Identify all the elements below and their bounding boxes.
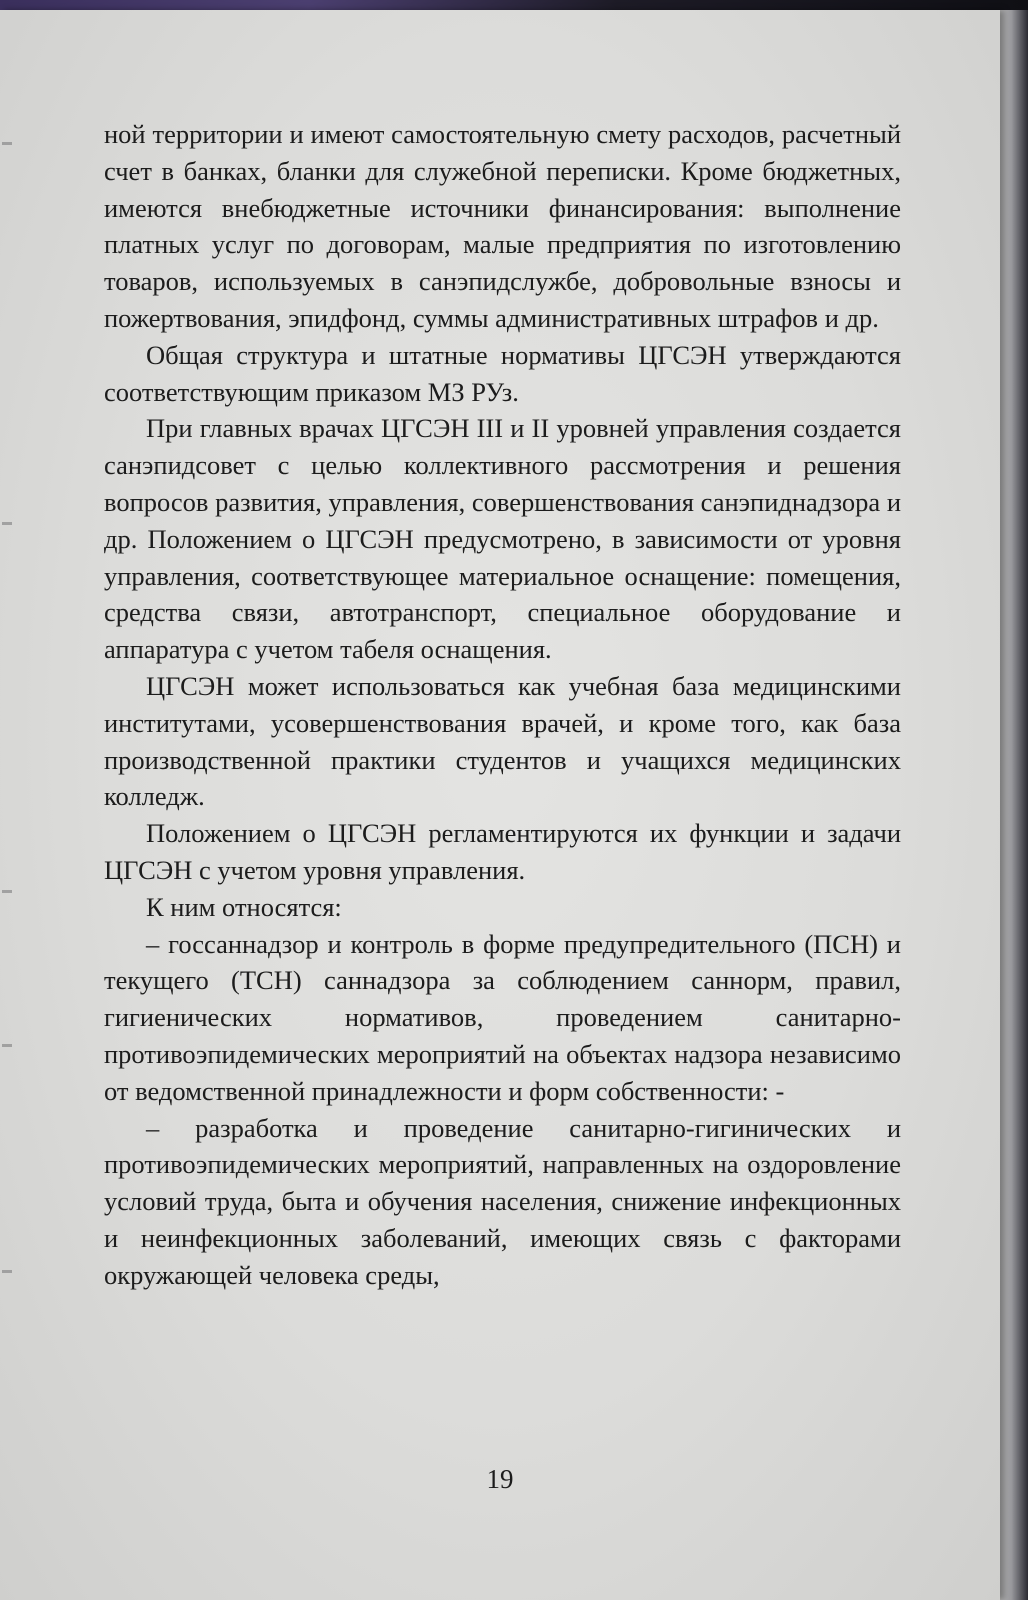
- paragraph-list-intro: К ним относятся:: [146, 891, 342, 922]
- page-number: 19: [486, 1464, 514, 1494]
- paragraph-teaching-base: ЦГСЭН может использоваться как учебная база медицинскими институтами, усовершенствования врачей, и кроме того, как база производственной практики студентов и учащихся медицинских колледж.: [104, 670, 901, 812]
- paragraph-sanepidsovet: При главных врачах ЦГСЭН III и II уровней управления создается санэпидсовет с целью коллективного рассмотрения и решения вопросов развития, управления, совершенствования санэпиднадзора и др. Положением о ЦГСЭН предусмотрено, в зависимости от уровня управления, соответствующее материальное оснащение: помещения, средства связи, автотранспорт, специальное оборудование и аппаратура с учетом табеля оснащения.: [104, 413, 901, 665]
- margin-mark: [2, 890, 12, 893]
- paragraph-structure: Общая структура и штатные нормативы ЦГСЭН утверждаются соответствующим приказом МЗ РУз.: [104, 339, 901, 407]
- margin-mark: [2, 1270, 12, 1273]
- scan-right-edge: [1000, 10, 1028, 1600]
- margin-mark: [2, 142, 12, 145]
- margin-mark: [2, 522, 12, 525]
- paragraph-continuation: ной территории и имеют самостоятельную смету расходов, расчетный счет в банках, бланки для служебной переписки. Кроме бюджетных, имеются внебюджетные источники финансирования: выполнение платных услуг по договорам, малые предприятия по изготовлению товаров, используемых в санэпидслужбе, добровольные взносы и пожертвования, эпидфонд, суммы административных штрафов и др.: [104, 119, 901, 333]
- list-item-supervision: – госсаннадзор и контроль в форме предупредительного (ПСН) и текущего (ТСН) саннадзора за соблюдением саннорм, правил, гигиенических нормативов, проведением санитарно-противоэпидемических мероприятий на объектах надзора независимо от ведомственной принадлежности и форм собственности: -: [104, 928, 901, 1106]
- margin-mark: [2, 1044, 12, 1047]
- list-item-measures: – разработка и проведение санитарно-гигинических и противоэпидемических мероприятий, направленных на оздоровление условий труда, быта и обучения населения, снижение инфекционных и неинфекционных заболеваний, имеющих связь с факторами окружающей человека среды,: [104, 1112, 901, 1290]
- paragraph-functions: Положением о ЦГСЭН регламентируются их функции и задачи ЦГСЭН с учетом уровня управления.: [104, 818, 901, 885]
- body-text: [104, 116, 901, 1294]
